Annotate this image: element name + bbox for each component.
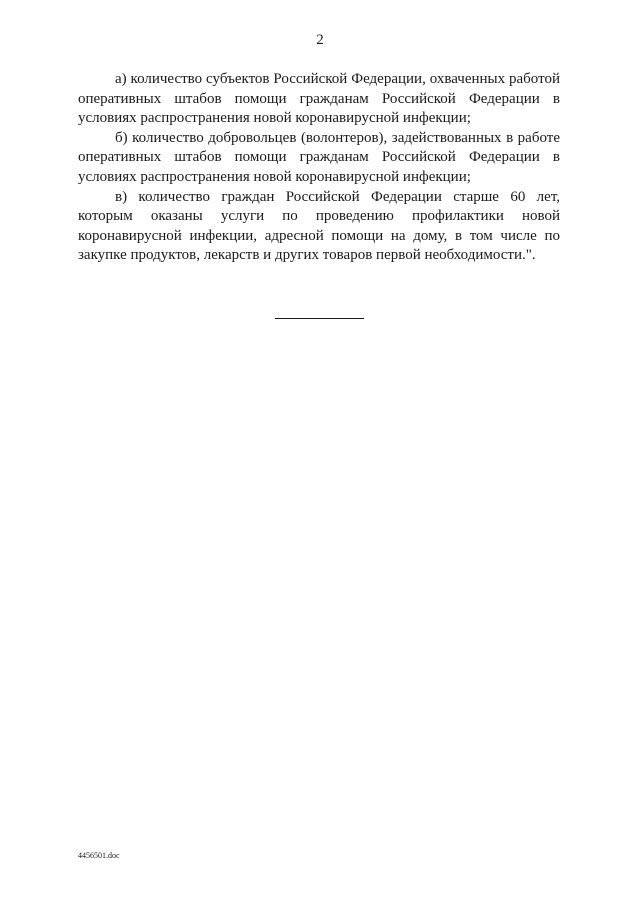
paragraph-a: а) количество субъектов Российской Федерации, охваченных работой оперативных штабов помощи гражданам Российской Федерации в условиях распространения новой коронавирусной инфекции; — [78, 71, 560, 127]
document-file-code: 4456501.doc — [78, 851, 120, 860]
paragraph-c: в) количество граждан Российской Федерации старше 60 лет, которым оказаны услуги по проведению профилактики новой коронавирусной инфекции, адресной помощи на дому, в том числе по закупке продуктов, лекарств и других товаров первой необходимости.". — [78, 188, 560, 264]
paragraph-b: б) количество добровольцев (волонтеров), задействованных в работе оперативных штабов помощи гражданам Российской Федерации в условиях распространения новой коронавирусной инфекции; — [78, 129, 560, 185]
end-separator-line — [275, 318, 364, 319]
page-number: 2 — [316, 32, 324, 48]
document-body — [78, 70, 560, 266]
